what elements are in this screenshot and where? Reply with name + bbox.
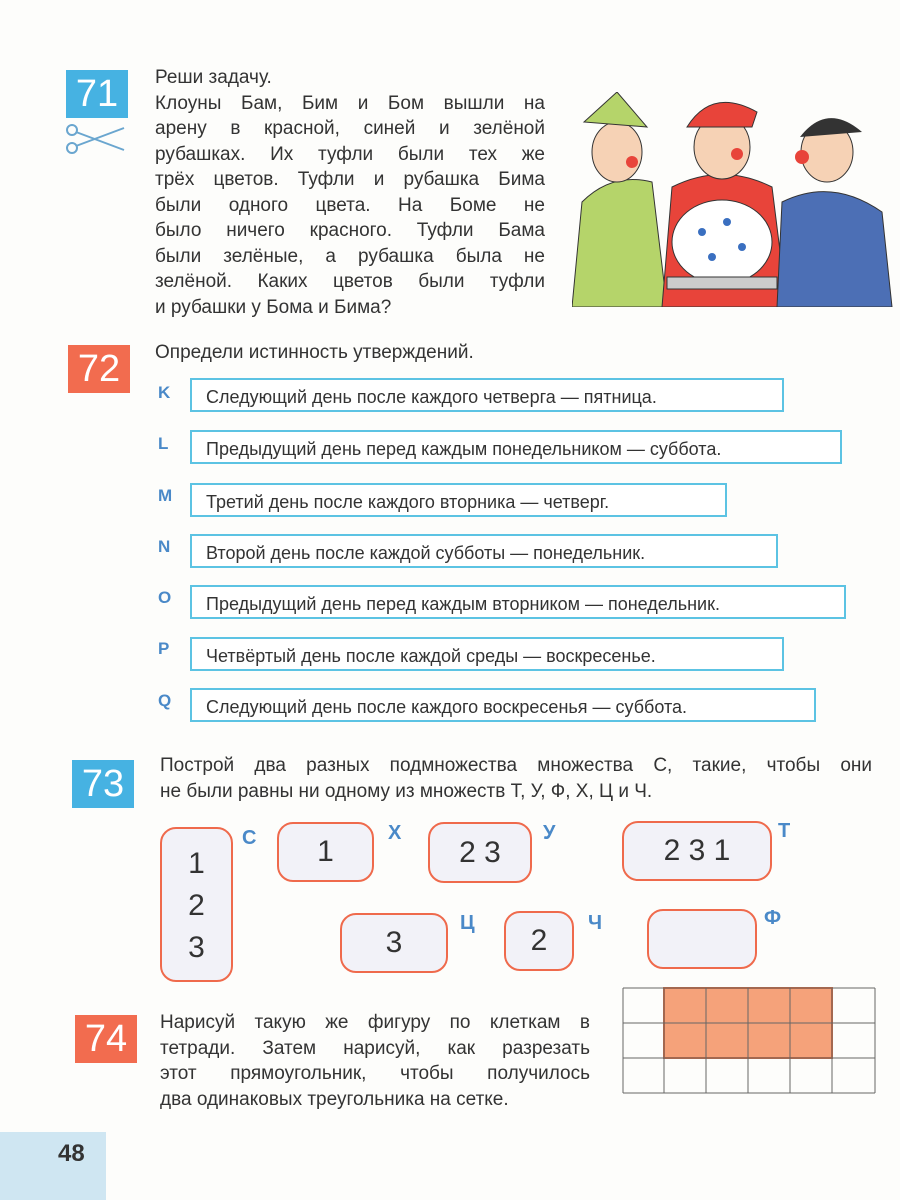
page-number: 48 — [58, 1140, 85, 1167]
text-line: тетради. Затем нарисуй, как разрезать — [160, 1037, 590, 1059]
statement-box[interactable]: Следующий день после каждого воскресенья — суббота. — [190, 688, 816, 722]
statement-box[interactable]: Второй день после каждой субботы — понедельник. — [190, 534, 778, 568]
task-71-number: 71 — [66, 70, 128, 118]
clowns-illustration — [572, 92, 897, 307]
statement-letter: P — [158, 639, 170, 658]
set-label: Ч — [588, 912, 603, 934]
text-line: и рубашки у Бома и Бима? — [155, 296, 392, 318]
set-x: 1 — [277, 822, 374, 882]
set-label: С — [242, 827, 257, 849]
statement-letter: O — [158, 588, 172, 607]
statement-box[interactable]: Предыдущий день перед каждым вторником — понедельник. — [190, 585, 846, 619]
set-element: 3 — [188, 931, 205, 964]
task-74-text — [160, 1010, 590, 1112]
set-t: 2 3 1 — [622, 821, 772, 881]
grid-figure — [622, 986, 878, 1096]
text-line: зелёной. Каких цветов были туфли — [155, 271, 545, 292]
statement-box[interactable]: Третий день после каждого вторника — четверг. — [190, 483, 727, 517]
task-72-number: 72 — [68, 345, 130, 393]
task-71-text — [155, 65, 545, 320]
statement-letter: Q — [158, 691, 172, 710]
text-line: этот прямоугольник, чтобы получилось — [160, 1063, 590, 1084]
set-label: Ф — [764, 907, 782, 929]
text-line: Клоуны Бам, Бим и Бом вышли на — [155, 92, 545, 114]
text-line: рубашках. Их туфли были тех же — [155, 143, 545, 165]
task-72-title: Определи истинность утверждений. — [155, 342, 474, 363]
text-line: трёх цветов. Туфли и рубашка Бима — [155, 169, 545, 190]
text-line: Нарисуй такую же фигуру по клеткам в — [160, 1012, 590, 1033]
text-line: Построй два разных подмножества множества С, такие, чтобы они — [160, 755, 872, 776]
set-label: Х — [388, 822, 402, 844]
set-u: 2 3 — [428, 822, 532, 883]
task-74-number: 74 — [75, 1015, 137, 1063]
statement-box[interactable]: Следующий день после каждого четверга — пятница. — [190, 378, 784, 412]
page-corner — [0, 1132, 106, 1200]
text-line: не были равны ни одному из множеств Т, У, Ф, Х, Ц и Ч. — [160, 780, 653, 802]
statement-letter: L — [158, 434, 169, 453]
task-73-number: 73 — [72, 760, 134, 808]
task-71-title: Реши задачу. — [155, 67, 272, 88]
scissors-icon — [64, 122, 126, 156]
statement-letter: K — [158, 383, 171, 402]
set-element: 2 — [188, 889, 205, 922]
text-line: были зелёные, а рубашка была не — [155, 245, 545, 267]
text-line: арену в красной, синей и зелёной — [155, 118, 545, 139]
text-line: были одного цвета. На Боме не — [155, 194, 545, 216]
set-ch: 2 — [504, 911, 574, 971]
statement-box[interactable]: Четвёртый день после каждой среды — воскресенье. — [190, 637, 784, 671]
text-line: два одинаковых треугольника на сетке. — [160, 1088, 509, 1110]
set-label: У — [543, 822, 556, 844]
set-ts: 3 — [340, 913, 448, 973]
statement-letter: M — [158, 486, 173, 505]
text-line: было ничего красного. Туфли Бама — [155, 220, 545, 241]
task-73-text — [160, 753, 872, 804]
statement-box[interactable]: Предыдущий день перед каждым понедельником — суббота. — [190, 430, 842, 464]
statement-letter: N — [158, 537, 171, 556]
set-label: Ц — [460, 912, 475, 934]
set-element: 1 — [188, 847, 205, 880]
set-f — [647, 909, 757, 969]
set-c — [160, 827, 233, 982]
set-label: Т — [778, 820, 791, 842]
